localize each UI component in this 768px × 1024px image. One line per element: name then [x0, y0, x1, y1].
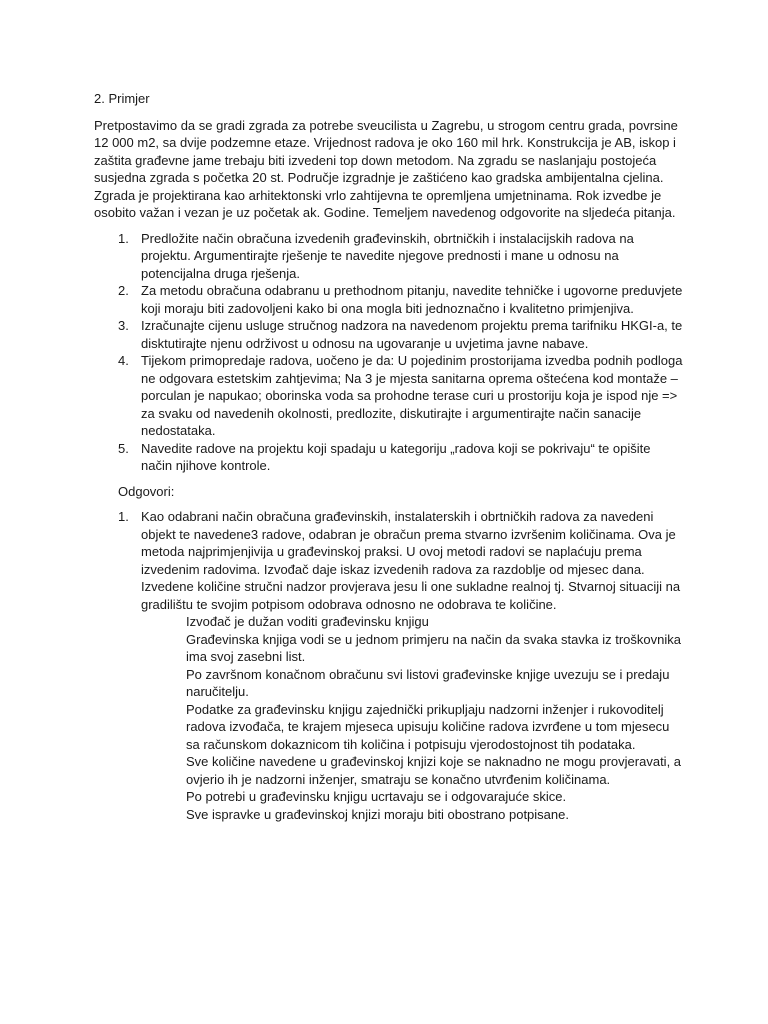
subpoint-line: Po potrebi u građevinsku knjigu ucrtavaju se i odgovarajuće skice.: [186, 789, 567, 804]
question-text: Za metodu obračuna odabranu u prethodnom pitanju, navedite tehničke i ugovorne preduvjete koji moraju biti zadovoljeni kako bi ona mogla biti jednoznačno i kvalitetno primjenjiva.: [141, 283, 683, 316]
subpoint-line: Po završnom konačnom obračunu svi listovi građevinske knjige uvezuju se i predaju naručitelju.: [186, 666, 670, 699]
answer-text: Kao odabrani način obračuna građevinskih, instalaterskih i obrtničkih radova za navedeni objekt te navedene3 radove, odabran je obračun prema stvarno izvršenim količinama. Ova je metoda najprimjenjivija u građevinskoj praksi. U ovoj metodi radovi se naplaćuju prema izvedenim radovima. Izvođač daje iskaz izvedenih radova za razdoblje od mjesec dana. Izvedene količine stručni nadzor provjerava jesu li one sukladne realnoj tj. Stvarnoj situaciji na gradilištu te svojim potpisom odobrava odnosno ne odobrava te količine.: [141, 509, 681, 612]
answers-list: [94, 508, 684, 613]
subpoint-line: Izvođač je dužan voditi građevinsku knjigu: [186, 614, 429, 629]
question-text: Predložite način obračuna izvedenih građevinskih, obrtničkih i instalacijskih radova na projektu. Argumentirajte rješenje te navedite njegove prednosti i mane u odnosu na potencijalna druga rješenja.: [141, 230, 634, 281]
question-text: Navedite radove na projektu koji spadaju u kategoriju „radova koji se pokrivaju“ te opišite način njihove kontrole.: [141, 440, 651, 473]
subpoint-line: Građevinska knjiga vodi se u jednom primjeru na način da svaka stavka iz troškovnika ima svoj zasebni list.: [186, 631, 681, 664]
answer-item: [94, 508, 684, 613]
section-heading: 2. Primjer: [94, 91, 150, 106]
document-body: [94, 90, 684, 823]
question-text: Tijekom primopredaje radova, uočeno je da: U pojedinim prostorijama izvedba podnih podloga ne odgovara estetskim zahtjevima; Na 3 je mjesta sanitarna oprema oštećena kod montaže – porculan je napukao; oborinska voda sa prohodne terase curi u prostoriju koja je ispod nje => za svaku od navedenih okolnosti, predlozite, diskutirajte i argumentirajte način sanacije nedostataka.: [141, 353, 683, 438]
subpoint-line: Podatke za građevinsku knjigu zajednički prikupljaju nadzorni inženjer i rukovoditelj radova izvođača, te krajem mjeseca upisuju količine radova izvrđene u tom mjesecu sa računskom dokaznicom tih količina i potpisuju vjerodostojnost tih podataka.: [186, 701, 670, 752]
question-text: Izračunajte cijenu usluge stručnog nadzora na navedenom projektu prema tarifniku HKGI-a, te disktutirajte njenu održivost u odnosu na ugovaranje u uvjetima javne nabave.: [141, 318, 683, 351]
subpoint-line: Sve ispravke u građevinskoj knjizi moraju biti obostrano potpisane.: [186, 806, 569, 822]
question-number: 4.: [118, 353, 129, 368]
question-number: 5.: [118, 440, 129, 456]
question-number: 3.: [118, 318, 129, 333]
question-number: 2.: [118, 283, 129, 298]
question-item: [94, 230, 684, 283]
question-item: [94, 440, 684, 475]
answers-heading: Odgovori:: [118, 483, 175, 499]
question-item: [94, 352, 684, 440]
questions-list: [94, 230, 684, 475]
subpoint-line: Sve količine navedene u građevinskoj knjizi koje se naknadno ne mogu provjeravati, a ovjerio ih je nadzorni inženjer, smatraju se konačno utvrđenim količinama.: [186, 754, 682, 787]
question-number: 1.: [118, 230, 129, 246]
answer-subpoints: [94, 613, 684, 823]
question-item: [94, 317, 684, 352]
question-item: [94, 282, 684, 317]
intro-paragraph: Pretpostavimo da se gradi zgrada za potrebe sveucilista u Zagrebu, u strogom centru grada, povrsine 12 000 m2, sa dvije podzemne etaze. Vrijednost radova je oko 160 mil hrk. Konstrukcija je AB, iskop i zaštita građevne jame trebaju biti izvedeni top down metodom. Na zgradu se naslanjaju postojeća susjedna zgrada s početka 20 st. Područje izgradnje je zaštićeno kao gradska ambijentalna cjelina. Zgrada je projektirana kao arhitektonski vrlo zahtijevna te opremljena umjetninama. Rok izvedbe je osobito važan i vezan je uz početak ak. Godine. Temeljem navedenog odgovorite na sljedeća pitanja.: [94, 117, 678, 220]
answer-number: 1.: [118, 509, 129, 524]
